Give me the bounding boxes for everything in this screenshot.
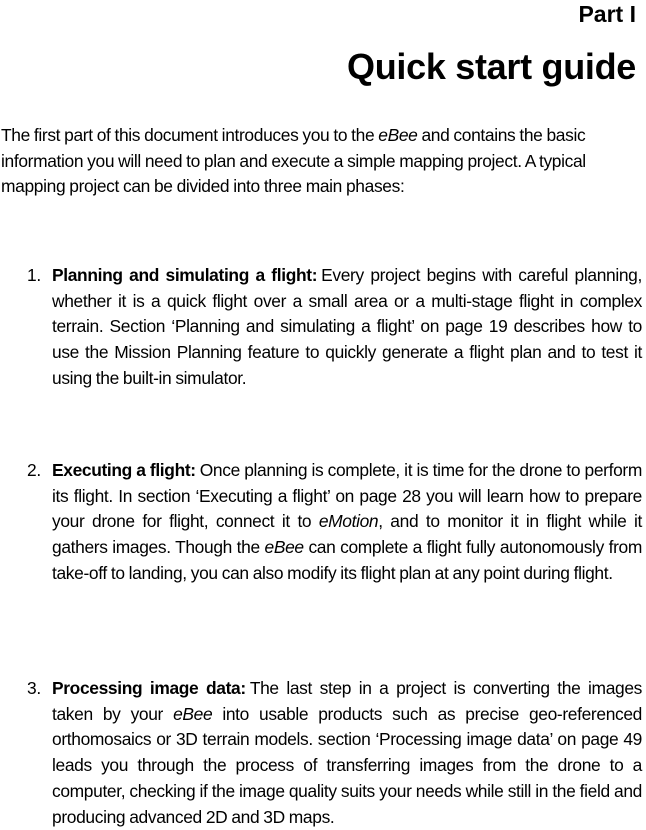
- phase-text: The last step in a project is converting the images taken by your: [52, 678, 642, 724]
- software-name: eMotion: [318, 511, 379, 532]
- intro-paragraph: [1, 123, 641, 200]
- page-title: Quick start guide: [347, 46, 636, 87]
- intro-text-end: and contains the basic information you will need to plan and execute a simple mapping project. A typical mapping project can be divided into three main phases:: [1, 125, 586, 196]
- phase-title: Executing a flight:: [52, 460, 196, 480]
- list-item-executing: [27, 458, 642, 587]
- list-item-planning: [27, 263, 642, 392]
- phase-text: Every project begins with careful planning, whether it is a quick flight over a small area or a multi-stage flight in complex terrain. Section ‘Planning and simulating a flight’ on page 19 describes how to use the Mission Planning feature to quickly generate a flight plan and to test it using the built-in simulator.: [52, 265, 642, 388]
- phase-text: can complete a flight fully autonomously from take-off to landing, you can also modify its flight plan at any point during flight.: [52, 537, 643, 583]
- list-number: 2.: [27, 460, 41, 480]
- list-item-processing: [27, 676, 642, 830]
- list-number: 1.: [27, 265, 41, 285]
- phase-title: Processing image data:: [52, 678, 246, 698]
- list-item-body: [52, 458, 642, 587]
- intro-text-start: The first part of this document introduces you to the: [1, 125, 379, 145]
- list-item-body: [52, 263, 642, 392]
- product-name: eBee: [264, 537, 304, 558]
- intro-product-name: eBee: [378, 125, 418, 145]
- list-item-body: [52, 676, 642, 830]
- phase-text: into usable products such as precise geo-referenced orthomosaics or 3D terrain models. section ‘Processing image data’ on page 49 leads you through the process of transferring images from the drone to a computer, checking if the image quality suits your needs while still in the field and producing advanced 2D and 3D maps.: [52, 703, 643, 827]
- phase-title: Planning and simulating a flight:: [52, 265, 318, 285]
- list-number: 3.: [27, 678, 41, 698]
- part-label: Part I: [578, 1, 636, 27]
- product-name: eBee: [173, 703, 213, 724]
- phase-text: , and to monitor it in flight while it gathers images. Though the: [52, 511, 643, 558]
- phase-text: Once planning is complete, it is time for the drone to perform its flight. In section ‘Executing a flight’ on page 28 you will learn how to prepare your drone for flight, connect it to: [52, 460, 642, 532]
